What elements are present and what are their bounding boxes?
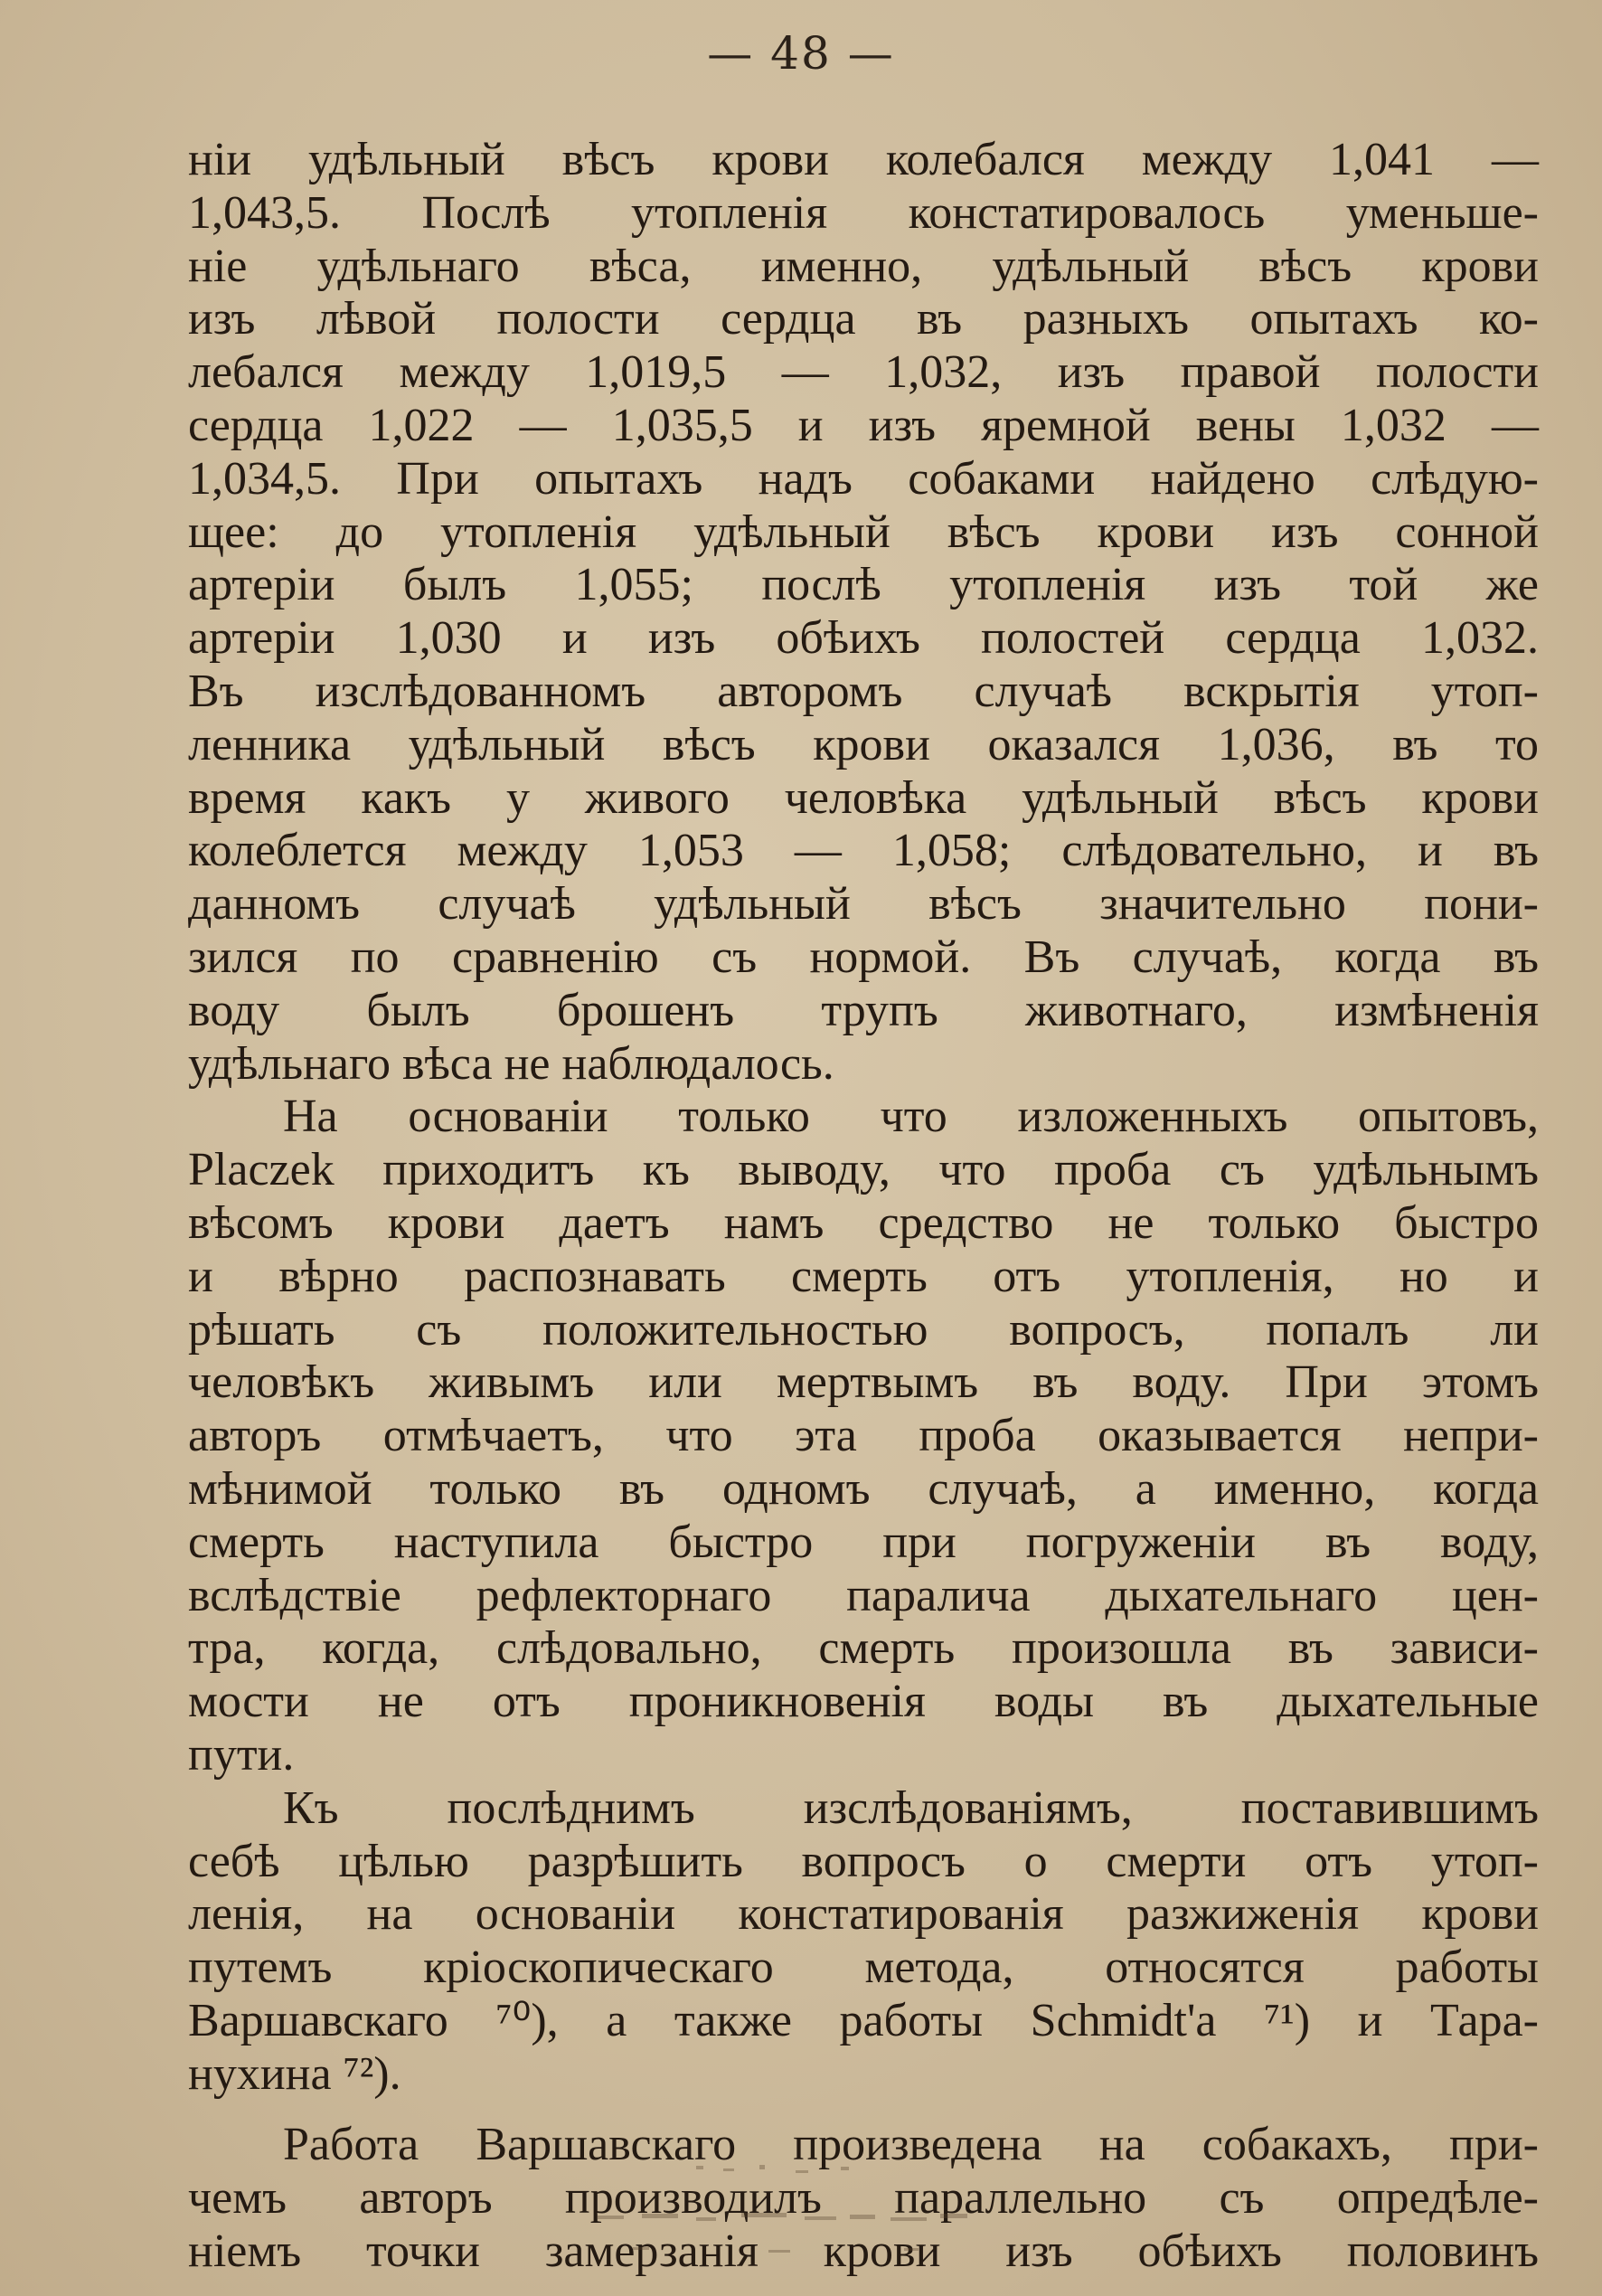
text-line: зился по сравненію съ нормой. Въ случаѣ, когда въ bbox=[188, 931, 1539, 983]
text-line: ніи удѣльный вѣсъ крови колебался между 1,041 — bbox=[188, 134, 1539, 185]
text-line: удѣльнаго вѣса не наблюдалось. bbox=[188, 1037, 834, 1090]
paragraph-gap bbox=[188, 2101, 1539, 2119]
text-line: ніе удѣльнаго вѣса, именно, удѣльный вѣсъ крови bbox=[188, 240, 1539, 292]
text-line: щее: до утопленія удѣльный вѣсъ крови изъ сонной bbox=[188, 505, 1539, 558]
text-line: себѣ цѣлью разрѣшить вопросъ о смерти отъ утоп- bbox=[188, 1835, 1539, 1887]
text-line: сердца 1,022 — 1,035,5 и изъ яремной вены 1,032 — bbox=[188, 399, 1539, 451]
text-line: артеріи былъ 1,055; послѣ утопленія изъ той же bbox=[188, 559, 1539, 611]
text-line: мѣнимой только въ одномъ случаѣ, а именно, когда bbox=[188, 1462, 1539, 1515]
library-stamp-mark bbox=[579, 2161, 1049, 2270]
text-line: ніемъ точки замерзанія крови изъ обѣихъ половинъ bbox=[188, 2225, 1539, 2278]
text-line: чемъ авторъ производилъ параллельно съ опредѣле- bbox=[188, 2172, 1539, 2225]
text-line: авторъ отмѣчаетъ, что эта проба оказывается непри- bbox=[188, 1410, 1539, 1462]
paragraph-1 bbox=[188, 134, 1539, 1091]
text-line: ленника удѣльный вѣсъ крови оказался 1,036, въ то bbox=[188, 718, 1539, 770]
text-line: нухина ⁷²). bbox=[188, 2047, 401, 2100]
text-line: лебался между 1,019,5 — 1,032, изъ правой полости bbox=[188, 346, 1539, 399]
text-line: вслѣдствіе рефлекторнаго паралича дыхательнаго цен- bbox=[188, 1569, 1539, 1621]
text-line: и вѣрно распознавать смерть отъ утопленія, но и bbox=[188, 1250, 1539, 1302]
text-line: данномъ случаѣ удѣльный вѣсъ значительно пони- bbox=[188, 878, 1539, 931]
text-line: вѣсомъ крови даетъ намъ средство не только быстро bbox=[188, 1196, 1539, 1249]
text-line: тра, когда, слѣдовально, смерть произошла въ зависи- bbox=[188, 1622, 1539, 1675]
text-line: мости не отъ проникновенія воды въ дыхательные bbox=[188, 1676, 1539, 1728]
text-line: изъ лѣвой полости сердца въ разныхъ опытахъ ко- bbox=[188, 293, 1539, 345]
paragraph-3 bbox=[188, 1782, 1539, 2102]
text-line: ленія, на основаніи констатированія разжиженія крови bbox=[188, 1888, 1539, 1941]
text-line: Варшавскаго ⁷⁰), а также работы Schmidt'a ⁷¹) и Тара- bbox=[188, 1994, 1539, 2046]
page-number: — 48 — bbox=[707, 27, 895, 80]
text-line: человѣкъ живымъ или мертвымъ въ воду. При этомъ bbox=[188, 1356, 1539, 1409]
text-line: колеблется между 1,053 — 1,058; слѣдовательно, и въ bbox=[188, 825, 1539, 877]
text-line: путемъ кріоскопическаго метода, относятся работы bbox=[188, 1942, 1539, 1994]
text-line: воду былъ брошенъ трупъ животнаго, измѣненія bbox=[188, 984, 1539, 1036]
paragraph-2 bbox=[188, 1091, 1539, 1781]
text-line: Къ послѣднимъ изслѣдованіямъ, поставившимъ bbox=[283, 1781, 1539, 1834]
text-line: На основаніи только что изложенныхъ опытовъ, bbox=[283, 1091, 1539, 1143]
text-line: Въ изслѣдованномъ авторомъ случаѣ вскрытія утоп- bbox=[188, 665, 1539, 717]
text-line: пути. bbox=[188, 1728, 295, 1781]
text-line: 1,034,5. При опытахъ надъ собаками найдено слѣдую- bbox=[188, 452, 1539, 505]
text-line: 1,043,5. Послѣ утопленія констатировалось уменьше- bbox=[188, 186, 1539, 239]
text-line: время какъ у живого человѣка удѣльный вѣсъ крови bbox=[188, 771, 1539, 824]
body-text bbox=[188, 134, 1539, 2279]
text-line: Работа Варшавскаго произведена на собакахъ, при- bbox=[283, 2119, 1539, 2171]
text-line: смерть наступила быстро при погруженіи въ воду, bbox=[188, 1516, 1539, 1568]
text-line: рѣшать съ положительностью вопросъ, попалъ ли bbox=[188, 1303, 1539, 1356]
text-line: артеріи 1,030 и изъ обѣихъ полостей сердца 1,032. bbox=[188, 612, 1539, 665]
text-line: Placzek приходитъ къ выводу, что проба съ удѣльнымъ bbox=[188, 1144, 1539, 1196]
